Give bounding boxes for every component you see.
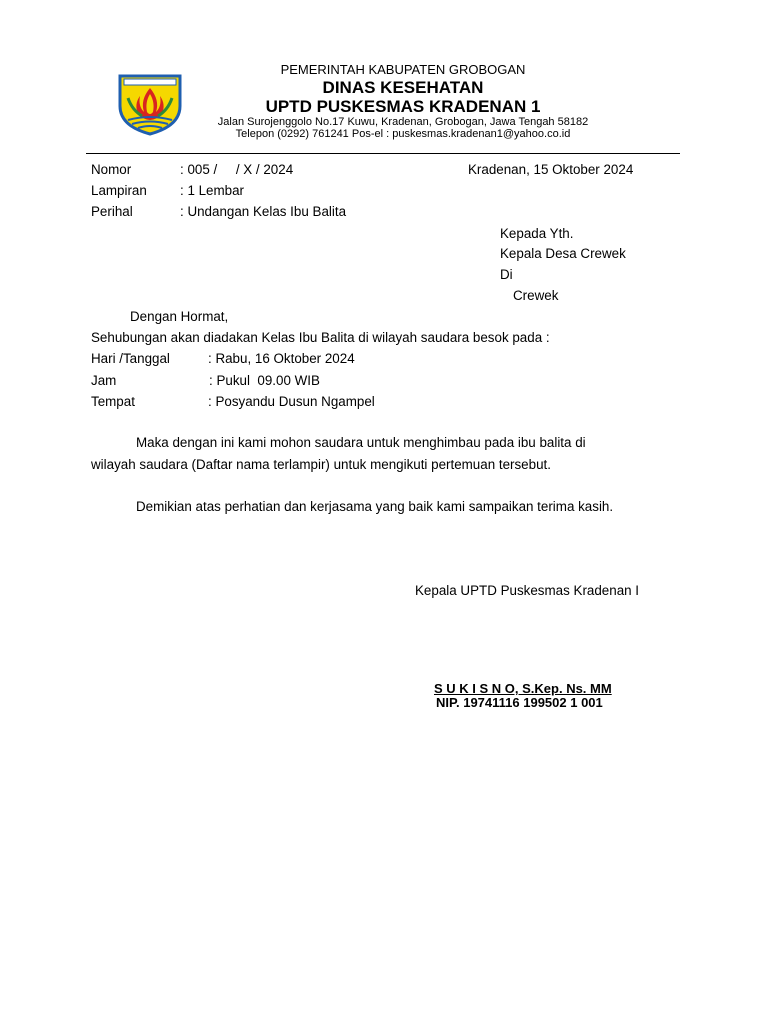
subject-label: Perihal <box>91 204 133 219</box>
address-line: Jalan Surojenggolo No.17 Kuwu, Kradenan, Grobogan, Jawa Tengah 58182 <box>217 116 589 128</box>
recipient-line-4: Crewek <box>513 288 559 303</box>
recipient-line-2: Kepala Desa Crewek <box>500 246 626 261</box>
recipient-line-3: Di <box>500 267 513 282</box>
unit-name: UPTD PUSKESMAS KRADENAN 1 <box>265 97 541 116</box>
time-label: Jam <box>91 373 117 388</box>
signatory-name: S U K I S N O, S.Kep. Ns. MM <box>434 681 612 696</box>
day-value: : Rabu, 16 Oktober 2024 <box>208 351 355 366</box>
signatory-title: Kepala UPTD Puskesmas Kradenan I <box>415 583 640 598</box>
attachment-label: Lampiran <box>91 183 147 198</box>
paragraph-1-line-1: Maka dengan ini kami mohon saudara untuk menghimbau pada ibu balita di <box>136 435 586 450</box>
time-value: : Pukul 09.00 WIB <box>209 373 320 388</box>
paragraph-1-line-2: wilayah saudara (Daftar nama terlampir) untuk mengikuti pertemuan tersebut. <box>91 457 551 472</box>
letterhead-divider <box>86 153 680 154</box>
closing-text: Demikian atas perhatian dan kerjasama yang baik kami sampaikan terima kasih. <box>136 499 614 514</box>
greeting: Dengan Hormat, <box>130 309 229 324</box>
signatory-nip: NIP. 19741116 199502 1 001 <box>436 695 603 710</box>
regency-emblem-icon <box>114 70 186 136</box>
government-name: PEMERINTAH KABUPATEN GROBOGAN <box>280 62 526 77</box>
attachment-value: : 1 Lembar <box>180 183 245 198</box>
contact-line: Telepon (0292) 761241 Pos-el : puskesmas.kradenan1@yahoo.co.id <box>235 128 571 140</box>
number-value: : 005 / / X / 2024 <box>180 162 294 177</box>
place-label: Tempat <box>91 394 135 409</box>
place-value: : Posyandu Dusun Ngampel <box>208 394 375 409</box>
intro-text: Sehubungan akan diadakan Kelas Ibu Balita di wilayah saudara besok pada : <box>91 330 550 345</box>
recipient-line-1: Kepada Yth. <box>500 226 574 241</box>
place-date: Kradenan, 15 Oktober 2024 <box>468 162 634 177</box>
agency-name: DINAS KESEHATAN <box>322 78 484 97</box>
number-label: Nomor <box>91 162 132 177</box>
day-label: Hari /Tanggal <box>91 351 170 366</box>
subject-value: : Undangan Kelas Ibu Balita <box>180 204 347 219</box>
